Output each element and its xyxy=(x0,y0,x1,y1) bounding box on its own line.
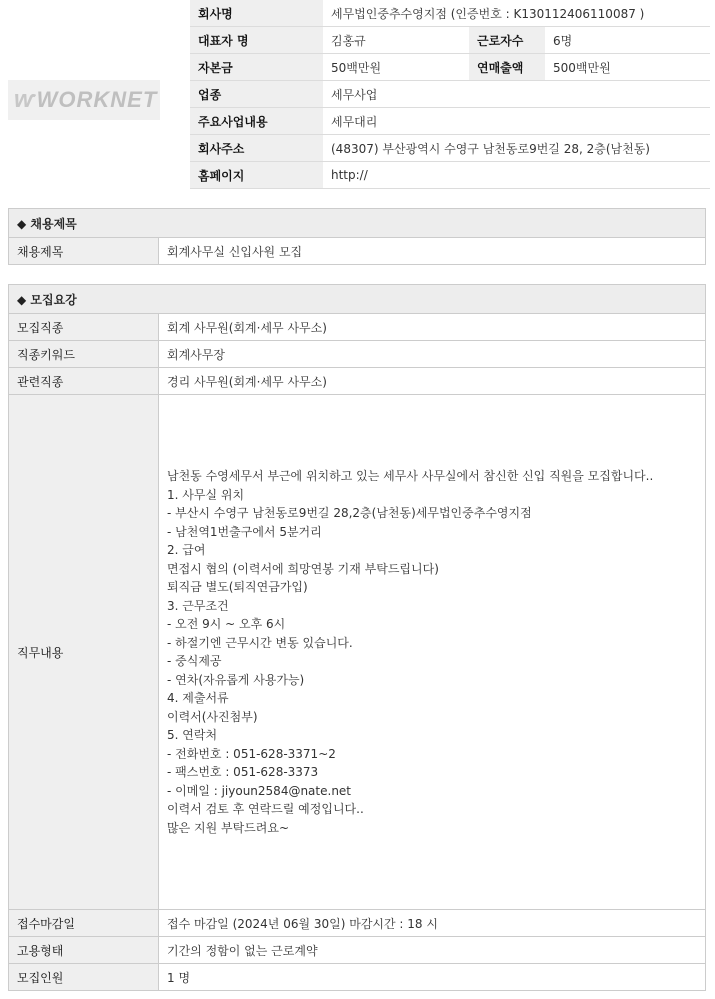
industry-value: 세무사업 xyxy=(323,81,710,108)
worknet-logo xyxy=(8,80,160,120)
deadline-value: 접수 마감일 (2024년 06월 30일) 마감시간 : 18 시 xyxy=(159,910,706,937)
sales-label: 연매출액 xyxy=(469,54,545,81)
homepage-label: 홈페이지 xyxy=(190,162,323,189)
sales-value: 500백만원 xyxy=(545,54,710,81)
company-row-address xyxy=(190,135,710,162)
duty-label: 직무내용 xyxy=(9,395,159,910)
requirements-header: ◆ 모집요강 xyxy=(9,285,706,314)
deadline-label: 접수마감일 xyxy=(9,910,159,937)
company-row-capital xyxy=(190,54,710,81)
homepage-link[interactable]: http:// xyxy=(323,162,710,189)
address-label: 회사주소 xyxy=(190,135,323,162)
company-name-value: 세무법인중추수영지점 (인증번호 : K130112406110087 ) xyxy=(323,0,710,27)
ceo-label: 대표자 명 xyxy=(190,27,323,54)
job-value: 회계 사무원(회계·세무 사무소) xyxy=(159,314,706,341)
keyword-value: 회계사무장 xyxy=(159,341,706,368)
company-row-industry xyxy=(190,81,710,108)
recruit-title-section xyxy=(8,208,706,265)
company-info-table xyxy=(190,0,710,189)
workers-label: 근로자수 xyxy=(469,27,545,54)
company-row-ceo xyxy=(190,27,710,54)
recruit-title-label: 채용제목 xyxy=(9,238,159,265)
requirements-section xyxy=(8,284,706,991)
company-row-name xyxy=(190,0,710,27)
company-name-label: 회사명 xyxy=(190,0,323,27)
capital-value: 50백만원 xyxy=(323,54,469,81)
headcount-value: 1 명 xyxy=(159,964,706,991)
employment-label: 고용형태 xyxy=(9,937,159,964)
industry-label: 업종 xyxy=(190,81,323,108)
recruit-title-header: ◆ 채용제목 xyxy=(9,209,706,238)
business-label: 주요사업내용 xyxy=(190,108,323,135)
headcount-label: 모집인원 xyxy=(9,964,159,991)
worknet-logo-text: WORKNET xyxy=(36,87,158,112)
company-row-homepage xyxy=(190,162,710,189)
company-row-business xyxy=(190,108,710,135)
related-label: 관련직종 xyxy=(9,368,159,395)
duty-description: 남천동 수영세무서 부근에 위치하고 있는 세무사 사무실에서 참신한 신입 직원을 모집합니다.. 1. 사무실 위치 - 부산시 수영구 남천동로9번길 28,2층(남천동)세무법인중추수영지점 - 남천역1번출구에서 5분거리 2. 급여 면접시 협의 (이력서에 희망연봉 기재 부탁드립니다) 퇴직금 별도(퇴직연금가입) 3. 근무조건 - 오전 9시 ~ 오후 6시 - 하절기엔 근무시간 변동 있습니다. - 중식제공 - 연차(자유롭게 사용가능) 4. 제출서류 이력서(사진첨부) 5. 연락처 - 전화번호 : 051-628-3371~2 - 팩스번호 : 051-628-3373 - 이메일 : jiyoun2584@nate.net 이력서 검토 후 연락드릴 예정입니다.. 많은 지원 부탁드려요~ xyxy=(167,469,654,835)
capital-label: 자본금 xyxy=(190,54,323,81)
keyword-label: 직종키워드 xyxy=(9,341,159,368)
worknet-logo-mark: ⱳ xyxy=(14,86,36,113)
business-value: 세무대리 xyxy=(323,108,710,135)
ceo-value: 김홍규 xyxy=(323,27,469,54)
address-value: (48307) 부산광역시 수영구 남천동로9번길 28, 2층(남천동) xyxy=(323,135,710,162)
recruit-title-value: 회계사무실 신입사원 모집 xyxy=(159,238,706,265)
related-value: 경리 사무원(회계·세무 사무소) xyxy=(159,368,706,395)
employment-value: 기간의 정함이 없는 근로계약 xyxy=(159,937,706,964)
job-label: 모집직종 xyxy=(9,314,159,341)
workers-value: 6명 xyxy=(545,27,710,54)
